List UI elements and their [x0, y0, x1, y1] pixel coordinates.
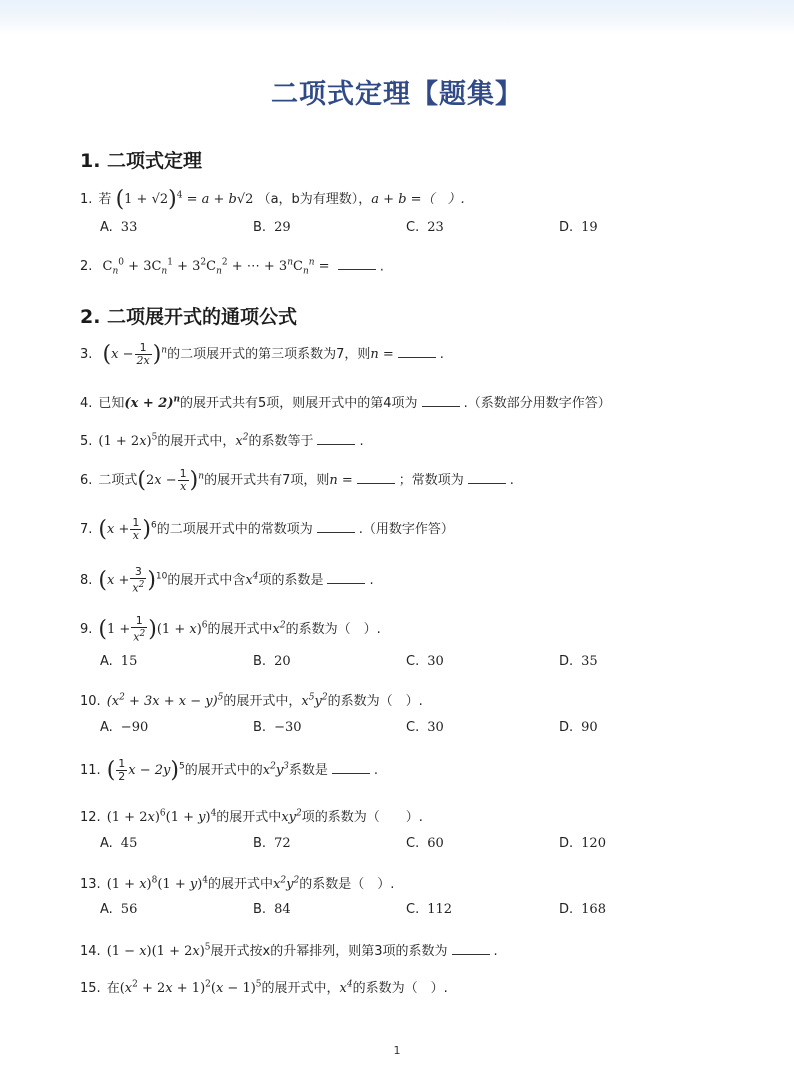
answer-blank[interactable] — [422, 395, 460, 407]
question-6: 6. 二项式(2x − $\frac{1}{x}$ )$^n$的展开式共有7项，则n = ；常数项为 . — [80, 467, 514, 493]
option-a[interactable]: A. −90 — [100, 720, 149, 735]
answer-blank[interactable] — [317, 433, 355, 445]
question-12: 12. $(1 + 2x)^6(1 + y)^4$的展开式中$xy^2$项的系数为（ ）. — [80, 808, 423, 825]
option-b[interactable]: B. −30 — [253, 720, 302, 735]
answer-blank[interactable] — [357, 472, 395, 484]
page-title: 二项式定理【题集】 — [271, 79, 523, 110]
option-b[interactable]: B. 84 — [253, 902, 291, 917]
question-1: 1. 若 $(1 + √2)^4 = a + b√2$ （a，b为有理数），a + b =（ ）. — [80, 187, 465, 212]
option-a[interactable]: A. 33 — [100, 220, 138, 235]
option-b[interactable]: B. 20 — [253, 654, 291, 669]
option-b[interactable]: B. 72 — [253, 836, 291, 851]
question-4: 4. 已知$(x + 2)^n$的展开式共有5项，则展开式中的第4项为 .（系数部分用数字作答） — [80, 394, 611, 411]
question-5: 5. $(1 + 2x)^5$的展开式中，$x^2$的系数等于 . — [80, 432, 364, 449]
question-3: 3. (x − $\frac{1}{2x}$ )$^n$的二项展开式的第三项系数为7，则n = . — [80, 341, 444, 367]
header-band — [0, 0, 794, 34]
answer-blank[interactable] — [327, 572, 365, 584]
section-heading-2: 2. 二项展开式的通项公式 — [80, 306, 298, 328]
option-c[interactable]: C. 30 — [406, 720, 444, 735]
page-number: 1 — [393, 1044, 401, 1057]
option-d[interactable]: D. 19 — [559, 220, 598, 235]
answer-blank[interactable] — [468, 472, 506, 484]
option-a[interactable]: A. 15 — [100, 654, 138, 669]
option-a[interactable]: A. 45 — [100, 836, 138, 851]
option-d[interactable]: D. 168 — [559, 902, 606, 917]
options-q9 — [100, 654, 700, 672]
answer-blank[interactable] — [398, 346, 436, 358]
question-8: 8. (x + $\frac{3}{x^2}$ )$^{10}$的展开式中含$x^4$项的系数是 . — [80, 565, 374, 595]
option-c[interactable]: C. 112 — [406, 902, 453, 917]
option-d[interactable]: D. 90 — [559, 720, 598, 735]
answer-blank[interactable] — [317, 521, 355, 533]
answer-blank[interactable] — [452, 943, 490, 955]
question-2: 2. $C_n^0 + 3C_n^1 + 3^2C_n^2$ + ⋯ + $3^nC_n^n$ = . — [80, 258, 384, 277]
option-c[interactable]: C. 30 — [406, 654, 444, 669]
option-d[interactable]: D. 35 — [559, 654, 598, 669]
option-b[interactable]: B. 29 — [253, 220, 291, 235]
option-d[interactable]: D. 120 — [559, 836, 606, 851]
answer-blank[interactable] — [332, 762, 370, 774]
option-a[interactable]: A. 56 — [100, 902, 138, 917]
question-7: 7. (x + $\frac{1}{x}$ )$^6$的二项展开式中的常数项为 .（用数字作答） — [80, 516, 454, 542]
question-13: 13. $(1 + x)^8(1 + y)^4$的展开式中$x^2y^2$的系数是（ ）. — [80, 875, 395, 892]
section-heading-1: 1. 二项式定理 — [80, 150, 203, 172]
question-15: 15. 在$(x^2 + 2x + 1)^2(x - 1)^5$的展开式中，$x^4$的系数为（ ）. — [80, 979, 448, 996]
question-14: 14. $(1 - x)(1 + 2x)^5$展开式按x的升幂排列，则第3项的系数为 . — [80, 942, 498, 959]
options-q12 — [100, 836, 700, 854]
option-c[interactable]: C. 60 — [406, 836, 444, 851]
options-q13 — [100, 902, 700, 920]
question-11: 11. ( $\frac{1}{2}$ x − 2y)$^5$的展开式中的$x^2y^3$系数是 . — [80, 757, 379, 783]
question-10: 10. $(x^2 + 3x + x - y)^5$的展开式中，$x^5y^2$的系数为（ ）. — [80, 692, 423, 709]
question-9: 9. (1 + $\frac{1}{x^2}$ )$(1 + x)^6$的展开式中$x^2$的系数为（ ）. — [80, 614, 381, 644]
options-q1 — [100, 220, 700, 238]
option-c[interactable]: C. 23 — [406, 220, 444, 235]
options-q10 — [100, 720, 700, 738]
answer-blank[interactable] — [338, 258, 376, 270]
